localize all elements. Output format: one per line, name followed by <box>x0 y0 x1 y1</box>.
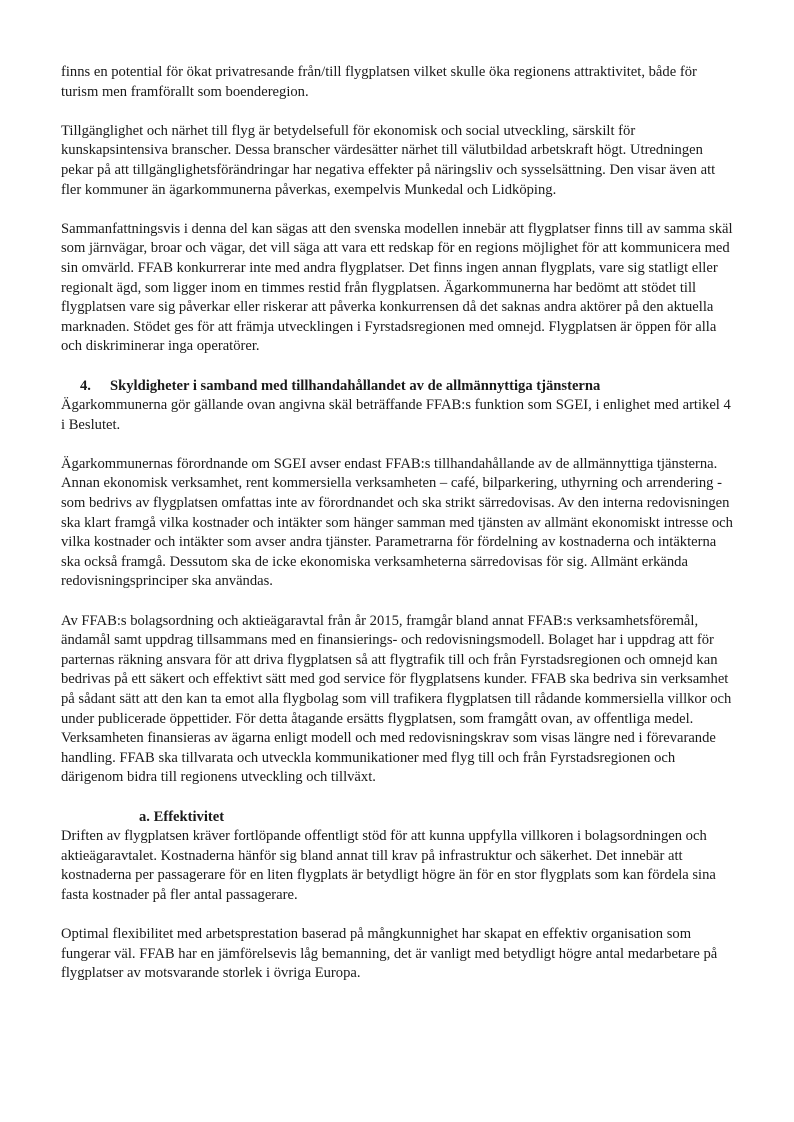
paragraph-bolagsordning: Av FFAB:s bolagsordning och aktieägaravtal från år 2015, framgår bland annat FFAB:s verksamhetsföremål, ändamål samt uppdrag tillsammans med en finansierings- och redovisningsmodell. Bolaget har i uppdrag att för parternas räkning ansvara för att driva flygplatsen så att flygtrafik till och från Fyrstadsregionen och omnejd kan bedrivas på ett säkert och effektivt sätt med god service för flygplatsens kunder. FFAB ska bedriva sin verksamhet på sådant sätt att den kan ta emot alla flygbolag som vill trafikera flygplatsen till rådande kommersiella villkor och under publicerade öppettider. För detta åtagande ersätts flygplatsen, som framgått ovan, av offentliga medel. Verksamheten finansieras av ägarna enligt modell och med redovisningskrav som visas längre ned i förevarande handling. FFAB ska tillvarata och utveckla kommunikationer med flyg till och från Fyrstadsregionen och därigenom bidra till regionens utveckling och tillväxt. <box>61 612 732 786</box>
section-4-title: Skyldigheter i samband med tillhandahållandet av de allmännyttiga tjänsterna <box>110 377 601 394</box>
paragraph-privatresande: finns en potential för ökat privatresande från/till flygplatsen vilket skulle öka regionens attraktivitet, både för turism men framförallt som boenderegion. <box>61 64 697 100</box>
section-4-number: 4. <box>80 377 91 394</box>
paragraph-flexibilitet: Optimal flexibilitet med arbetsprestation baserad på mångkunnighet har skapat en effektiv organisation som fungerar väl. FFAB har en jämförelsevis låg bemanning, det är vanligt med betydligt högre antal medarbetare på flygplatser av motsvarande storlek i övriga Europa. <box>61 926 718 982</box>
section-4-heading <box>61 377 733 397</box>
paragraph-forordnande: Ägarkommunernas förordnande om SGEI avser endast FFAB:s tillhandahållande av de allmännyttiga tjänsterna. Annan ekonomisk verksamhet, rent kommersiella verksamheten – café, bilparkering, uthyrning och arrendering - som bedrivs av flygplatsen omfattas inte av förordnandet och ska strikt särredovisas. Av den interna redovisningen ska klart framgå vilka kostnader och intäkter som hänger samman med tjänsten av allmänt ekonomiskt intresse och vilka kostnader och intäkter som avser andra tjänster. Parametrarna för fördelning av kostnaderna och intäkterna ska också framgå. Dessutom ska de icke ekonomiska verksamheterna särredovisas för sig. Allmänt erkända redovisningsprinciper ska användas. <box>61 455 733 590</box>
document-page <box>61 63 733 1004</box>
paragraph-sgei-funktion: Ägarkommunerna gör gällande ovan angivna skäl beträffande FFAB:s funktion som SGEI, i enlighet med artikel 4 i Beslutet. <box>61 397 731 433</box>
subsection-a-heading: a. Effektivitet <box>139 808 225 825</box>
paragraph-driften: Driften av flygplatsen kräver fortlöpande offentligt stöd för att kunna uppfylla villkoren i bolagsordningen och aktieägaravtalet. Kostnaderna hänför sig bland annat till krav på infrastruktur och säkerhet. Det innebär att kostnaderna per passagerare för en liten flygplats är betydligt högre än för en stor flygplats som kan fördela sina fasta kostnader på fler antal passagerare. <box>61 828 716 903</box>
paragraph-sammanfattning: Sammanfattningsvis i denna del kan sägas att den svenska modellen innebär att flygplatser finns till av samma skäl som järnvägar, broar och vägar, det vill säga att vara ett redskap för en regions möjlighet för att kommunicera med sin omvärld. FFAB konkurrerar inte med andra flygplatser. Det finns ingen annan flygplats, vare sig statligt eller regionalt ägd, som ligger inom en timmes restid från flygplatsen. Ägarkommunerna har bedömt att stödet till flygplatsen vare sig påverkar eller riskerar att påverka konkurrensen då det saknas andra aktörer på den aktuella marknaden. Stödet ges för att främja utvecklingen i Fyrstadsregionen med omnejd. Flygplatsen är öppen för alla och diskriminerar inga operatörer. <box>61 220 733 355</box>
paragraph-tillganglighet: Tillgänglighet och närhet till flyg är betydelsefull för ekonomisk och social utveckling, särskilt för kunskapsintensiva branscher. Dessa branscher värdesätter närhet till välutbildad arbetskraft högt. Utredningen pekar på att tillgänglighetsförändringar har negativa effekter på näringsliv och sysselsättning. Den visar även att fler kommuner än ägarkommunerna påverkas, exempelvis Munkedal och Lidköping. <box>61 122 716 198</box>
